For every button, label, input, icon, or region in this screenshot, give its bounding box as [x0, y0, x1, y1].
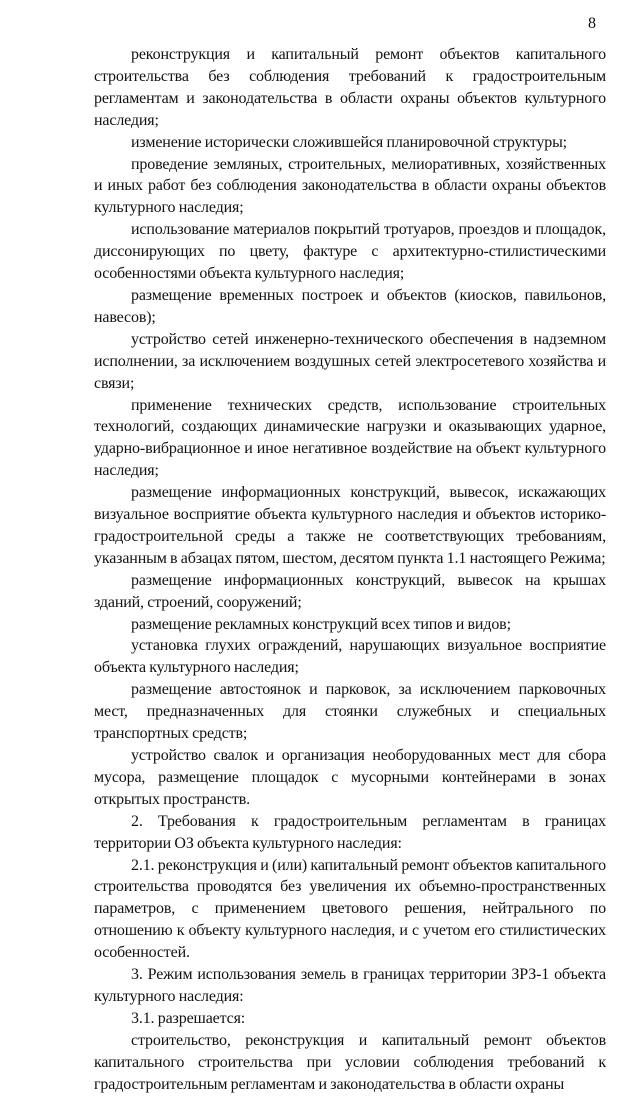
paragraph: размещение информационных конструкций, вывесок, искажающих визуальное восприятие объекта культурного наследия и объектов историко-градостроительной среды а также не соответствующих требованиям, указанным в абзацах пятом, шестом, десятом пункта 1.1 настоящего Режима;: [94, 484, 606, 567]
paragraph: 2.1. реконструкция и (или) капитальный ремонт объектов капитального строительства проводятся без увеличения их объемно-пространственных параметров, с применением цветового решения, нейтрального по отношению к объекту культурного наследия, и с учетом его стилистических особенностей.: [94, 856, 606, 962]
paragraph: размещение информационных конструкций, вывесок на крышах зданий, строений, сооружений;: [94, 571, 606, 611]
paragraph: размещение рекламных конструкций всех типов и видов;: [131, 615, 511, 633]
page-number: 8: [588, 15, 596, 32]
section-heading-paragraph: 3. Режим использования земель в границах территории ЗРЗ-1 объекта культурного наследия:: [94, 966, 606, 1005]
paragraph: устройство свалок и организация необорудованных мест для сбора мусора, размещение площадок с мусорными контейнерами в зонах открытых пространств.: [94, 747, 606, 808]
paragraph: применение технических средств, использование строительных технологий, создающих динамические нагрузки и оказывающих ударное, ударно-вибрационное и иное негативное воздействие на объект культурного наследия;: [94, 396, 606, 480]
paragraph: размещение временных построек и объектов (киосков, павильонов, навесов);: [94, 286, 606, 326]
paragraph: установка глухих ограждений, нарушающих визуальное восприятие объекта культурного наследия;: [94, 637, 606, 677]
paragraph: строительство, реконструкция и капитальный ремонт объектов капитального строительства при условии соблюдения требований к градостроительным регламентам и законодательства в области охраны: [94, 1031, 606, 1093]
paragraph: реконструкция и капитальный ремонт объектов капитального строительства без соблюдения требований к градостроительным регламентам и законодательства в области охраны объектов культурного наследия;: [94, 46, 606, 129]
section-heading-paragraph: 2. Требования к градостроительным регламентам в границах территории ОЗ объекта культурного наследия:: [94, 812, 606, 852]
subsection-heading-paragraph: 3.1. разрешается:: [131, 1009, 246, 1027]
paragraph: использование материалов покрытий тротуаров, проездов и площадок, диссонирующих по цвету, фактуре с архитектурно-стилистическими особенностями объекта культурного наследия;: [94, 221, 606, 283]
paragraph: устройство сетей инженерно-технического обеспечения в надземном исполнении, за исключением воздушных сетей электросетевого хозяйства и связи;: [94, 330, 606, 392]
document-body: [94, 44, 606, 1096]
paragraph: проведение земляных, строительных, мелиоративных, хозяйственных и иных работ без соблюдения законодательства в области охраны объектов культурного наследия;: [94, 155, 606, 217]
paragraph: изменение исторически сложившейся планировочной структуры;: [131, 133, 567, 151]
paragraph: размещение автостоянок и парковок, за исключением парковочных мест, предназначенных для стоянки служебных и специальных транспортных средств;: [94, 681, 606, 743]
